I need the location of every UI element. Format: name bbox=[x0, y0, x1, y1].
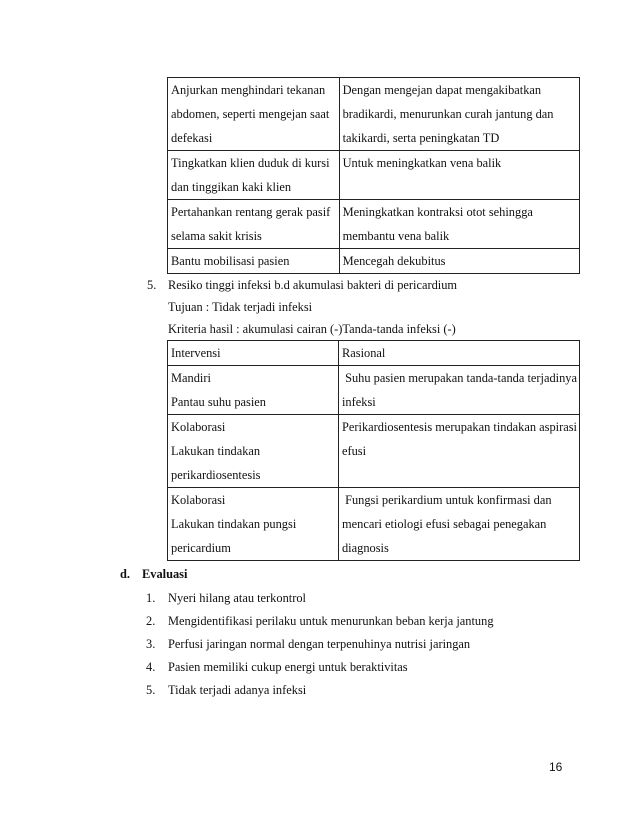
list-text: Perfusi jaringan normal dengan terpenuhinya nutrisi jaringan bbox=[168, 637, 471, 651]
list-text: Mengidentifikasi perilaku untuk menurunkan beban kerja jantung bbox=[168, 614, 494, 628]
evaluasi-list bbox=[146, 590, 494, 705]
intervensi-cell: Pertahankan rentang gerak pasif selama sakit krisis bbox=[168, 200, 340, 249]
item-5-number: 5. bbox=[147, 278, 157, 292]
rasional-line: Fungsi perikardium untuk konfirmasi dan bbox=[341, 493, 552, 507]
rasional-line: infeksi bbox=[341, 395, 376, 409]
header-intervensi: Intervensi bbox=[168, 341, 339, 366]
intervensi-cell: Bantu mobilisasi pasien bbox=[168, 249, 340, 274]
table-row bbox=[168, 415, 580, 488]
list-number: 5. bbox=[146, 683, 156, 697]
rasional-cell bbox=[338, 366, 579, 415]
rasional-line: Perikardiosentesis merupakan tindakan aspirasi bbox=[341, 420, 577, 434]
table-row bbox=[168, 249, 580, 274]
list-text: Pasien memiliki cukup energi untuk beraktivitas bbox=[168, 660, 408, 674]
list-text: Nyeri hilang atau terkontrol bbox=[168, 591, 306, 605]
list-item bbox=[146, 636, 494, 659]
rasional-line: efusi bbox=[341, 444, 367, 458]
table-row bbox=[168, 200, 580, 249]
table-row bbox=[168, 151, 580, 200]
kriteria-hasil-text: Kriteria hasil : akumulasi cairan (-)Tanda-tanda infeksi (-) bbox=[168, 322, 456, 336]
intervention-table-continued bbox=[167, 77, 580, 274]
table-header-row bbox=[168, 341, 580, 366]
table-row bbox=[168, 488, 580, 561]
section-title: Evaluasi bbox=[142, 567, 188, 581]
rasional-line: Suhu pasien merupakan tanda-tanda terjadinya bbox=[341, 371, 577, 385]
intervention-table bbox=[167, 340, 580, 561]
list-item bbox=[146, 613, 494, 636]
list-item bbox=[146, 659, 494, 682]
list-text: Tidak terjadi adanya infeksi bbox=[168, 683, 307, 697]
diagnosis-title: Resiko tinggi infeksi b.d akumulasi bakteri di pericardium bbox=[168, 278, 458, 292]
rasional-line: mencari etiologi efusi sebagai penegakan diagnosis bbox=[341, 517, 547, 555]
rasional-cell bbox=[338, 488, 579, 561]
intervensi-cell: Anjurkan menghindari tekanan abdomen, seperti mengejan saat defekasi bbox=[168, 78, 340, 151]
list-number: 4. bbox=[146, 660, 156, 674]
intervensi-cell: Mandiri Pantau suhu pasien bbox=[168, 366, 339, 415]
rasional-cell: Dengan mengejan dapat mengakibatkan bradikardi, menurunkan curah jantung dan takikardi, serta peningkatan TD bbox=[339, 78, 579, 151]
tujuan-text: Tujuan : Tidak terjadi infeksi bbox=[168, 300, 313, 314]
list-number: 1. bbox=[146, 591, 156, 605]
list-item bbox=[146, 590, 494, 613]
rasional-cell: Meningkatkan kontraksi otot sehingga membantu vena balik bbox=[339, 200, 579, 249]
rasional-cell: Untuk meningkatkan vena balik bbox=[339, 151, 579, 200]
section-letter: d. bbox=[120, 567, 130, 581]
intervensi-cell: Tingkatkan klien duduk di kursi dan tinggikan kaki klien bbox=[168, 151, 340, 200]
list-number: 2. bbox=[146, 614, 156, 628]
intervensi-cell: Kolaborasi Lakukan tindakan pungsi pericardium bbox=[168, 488, 339, 561]
page-number: 16 bbox=[549, 760, 563, 774]
table-row bbox=[168, 366, 580, 415]
header-rasional: Rasional bbox=[338, 341, 579, 366]
rasional-cell bbox=[338, 415, 579, 488]
rasional-cell: Mencegah dekubitus bbox=[339, 249, 579, 274]
table-row bbox=[168, 78, 580, 151]
list-number: 3. bbox=[146, 637, 156, 651]
list-item bbox=[146, 682, 494, 705]
intervensi-cell: Kolaborasi Lakukan tindakan perikardiosentesis bbox=[168, 415, 339, 488]
